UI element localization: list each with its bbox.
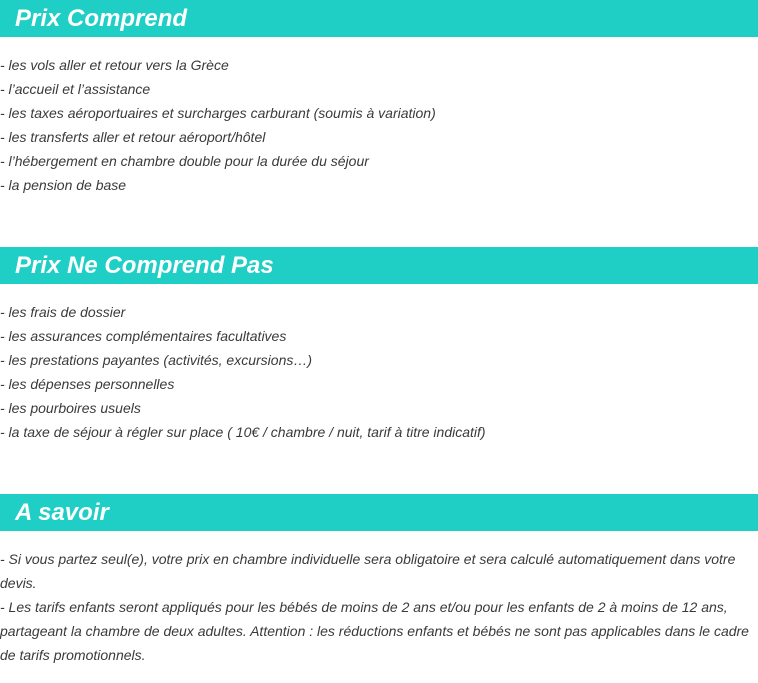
section-title: Prix Ne Comprend Pas [15,252,274,279]
list-item: - l’accueil et l’assistance [0,81,151,97]
list-item: - les taxes aéroportuaires et surcharges carburant (soumis à variation) [0,105,436,121]
section-header-prix-comprend [0,0,758,37]
info-paragraph: - Les tarifs enfants seront appliqués pour les bébés de moins de 2 ans et/ou pour les enfants de 2 à moins de 12 ans, partageant la chambre de deux adultes. Attention : les réductions enfants et bébés ne sont pas applicables dans le cadre de tarifs promotionnels. [0,599,749,663]
not-included-list [0,300,758,444]
info-paragraph: - Si vous partez seul(e), votre prix en chambre individuelle sera obligatoire et sera calculé automatiquement dans votre devis. [0,551,736,591]
list-item: - les vols aller et retour vers la Grèce [0,57,229,73]
section-title: Prix Comprend [15,5,188,32]
included-list [0,53,758,197]
list-item: - les assurances complémentaires facultatives [0,328,287,344]
list-item: - les transferts aller et retour aéroport/hôtel [0,129,266,145]
list-item: - la taxe de séjour à régler sur place ( 10€ / chambre / nuit, tarif à titre indicatif) [0,424,486,440]
list-item: - les dépenses personnelles [0,376,175,392]
list-item: - l’hébergement en chambre double pour la durée du séjour [0,153,369,169]
list-item: - les prestations payantes (activités, excursions…) [0,352,313,368]
list-item: - la pension de base [0,177,127,193]
list-item: - les pourboires usuels [0,400,141,416]
section-header-a-savoir [0,494,758,531]
section-title: A savoir [15,499,109,526]
list-item: - les frais de dossier [0,304,126,320]
section-header-prix-ne-comprend-pas [0,247,758,284]
